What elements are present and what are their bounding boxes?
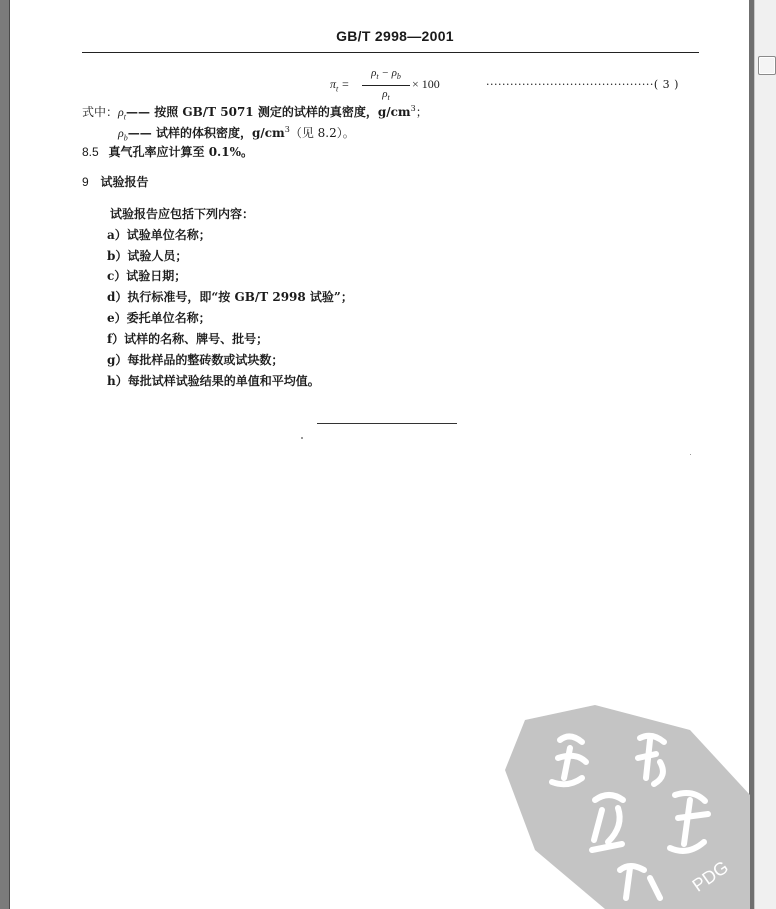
formula-fraction: [362, 66, 410, 105]
clause-8-5-text: 真气孔率应计算至 0.1%。: [108, 145, 253, 159]
header-rule: [82, 52, 699, 53]
report-item-e: e）委托单位名称；: [107, 311, 211, 325]
report-item-d: d）执行标准号，即“按 GB/T 2998 试验”；: [107, 290, 353, 304]
where-line-1-end: ；: [415, 105, 428, 119]
report-item-c: c）试验日期；: [107, 269, 187, 283]
scan-speck: [690, 454, 691, 455]
end-of-standard-rule: [317, 423, 457, 424]
section-9-heading: [82, 174, 149, 190]
seal-watermark-text: PDG: [688, 856, 733, 896]
fraction-bar: [362, 85, 410, 86]
rho-t-sub: t: [123, 112, 127, 122]
where-line-1-sup: 3: [410, 104, 416, 113]
formula-lhs: $\pi_t$ =: [330, 77, 350, 94]
where-line-2: [118, 122, 355, 146]
vertical-scrollbar[interactable]: [754, 0, 776, 909]
equation-label: ( 3 ): [653, 78, 679, 91]
rho-t-symbol: ρ: [118, 105, 124, 119]
seal-stamp-graphic: [500, 700, 750, 909]
report-item-b: b）试验人员；: [107, 249, 188, 263]
report-item-g: g）每批样品的整砖数或试块数；: [107, 353, 284, 367]
report-item-h: h）每批试样试验结果的单值和平均值。: [107, 374, 320, 388]
section-9-title: 试验报告: [100, 175, 149, 189]
section-9-intro: 试验报告应包括下列内容：: [110, 207, 255, 221]
where-line-1-text: —— 按照 GB/T 5071 测定的试样的真密度，g/cm: [126, 105, 411, 119]
report-item-a: a）试验单位名称；: [107, 228, 211, 242]
scan-speck: [301, 437, 303, 439]
equation-leader: ··········································: [486, 78, 654, 91]
where-prefix: 式中：: [82, 105, 119, 119]
report-item-f: f）试样的名称、牌号、批号；: [107, 332, 269, 346]
where-line-2-sup: 3: [284, 125, 290, 134]
scrollbar-thumb[interactable]: [758, 56, 776, 75]
formula-numerator: $\rho_t - \rho_b$: [371, 67, 401, 82]
rho-b-symbol: ρ: [118, 126, 124, 140]
clause-8-5: [82, 144, 253, 160]
where-line-2-text: —— 试样的体积密度，g/cm: [127, 126, 285, 140]
rho-b-sub: b: [123, 133, 128, 143]
where-line-2-end: （见 8.2）。: [289, 126, 355, 140]
clause-8-5-number: 8.5: [82, 145, 99, 159]
page-header-title: GB/T 2998—2001: [336, 28, 454, 44]
library-seal-stamp: [500, 700, 750, 909]
section-9-number: 9: [82, 175, 89, 189]
formula-denominator: $\rho_t$: [382, 88, 390, 103]
viewer-left-edge: [0, 0, 10, 909]
formula-rhs: × 100: [412, 77, 440, 91]
equation-number: [486, 78, 679, 91]
